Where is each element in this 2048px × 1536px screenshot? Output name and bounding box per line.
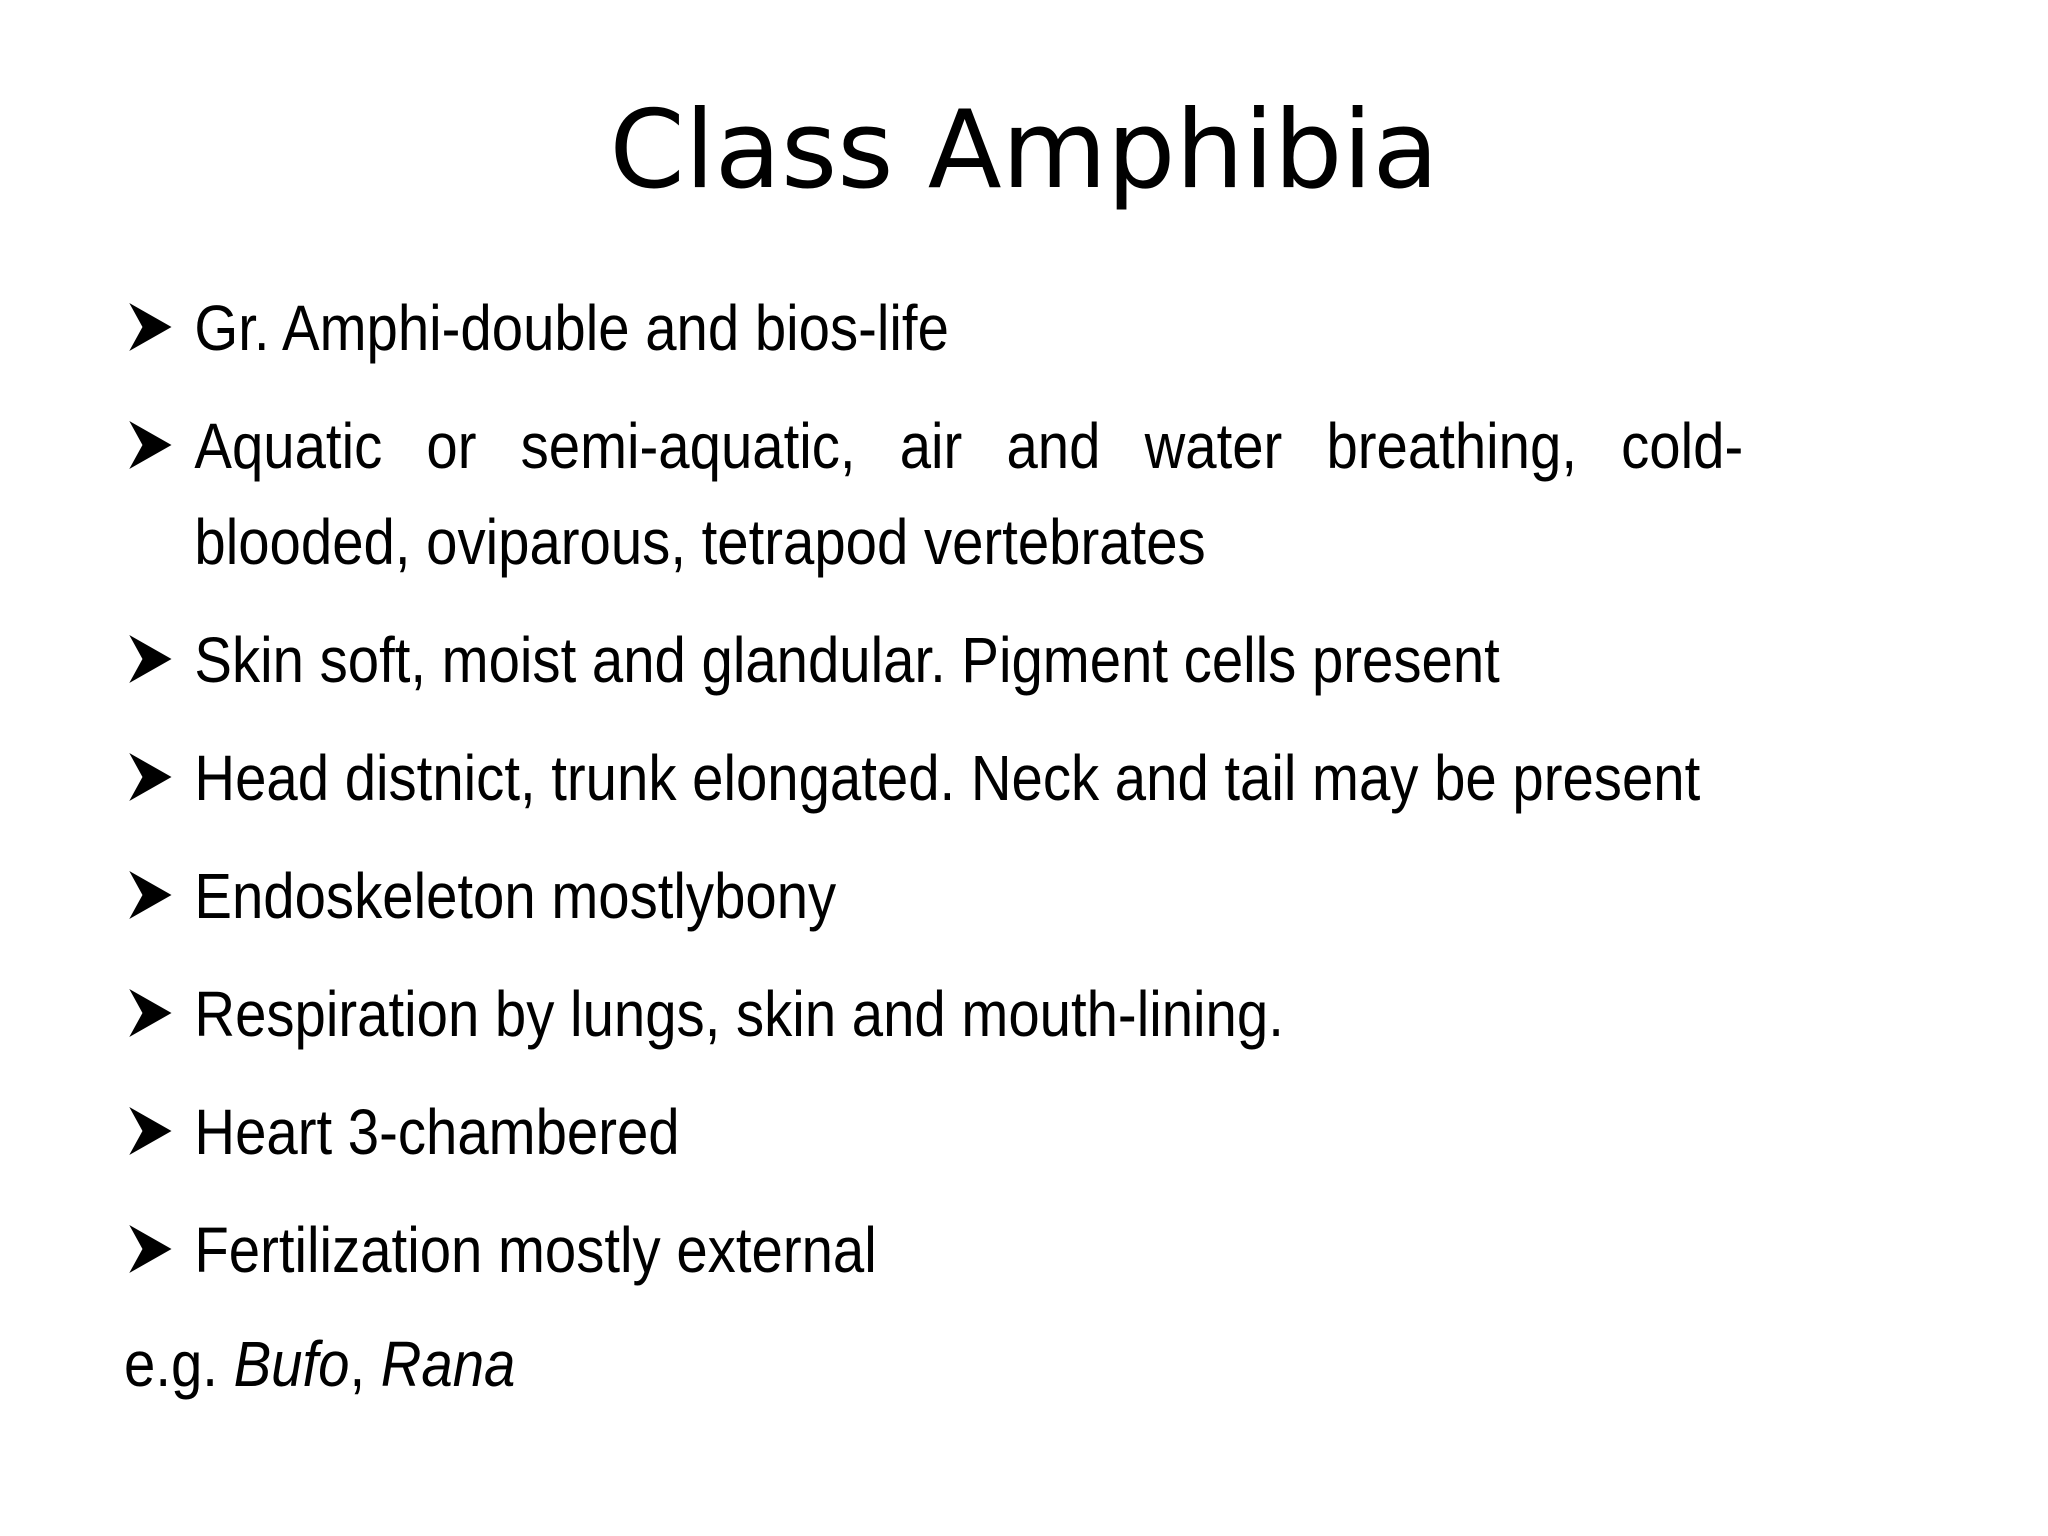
example-separator: , (349, 1328, 381, 1400)
arrowhead-bullet-icon (124, 865, 177, 925)
example-prefix: e.g. (124, 1328, 234, 1400)
slide-title: Class Amphibia (609, 88, 1439, 213)
bullet-item (124, 1202, 1743, 1298)
bullet-text: Skin soft, moist and glandular. Pigment cells present (194, 624, 1500, 696)
bullet-list (124, 280, 1743, 1320)
example-genus-rana: Rana (380, 1328, 516, 1400)
arrowhead-bullet-icon (124, 1219, 177, 1279)
bullet-text: Respiration by lungs, skin and mouth-lining. (194, 978, 1284, 1050)
bullet-text: Gr. Amphi-double and bios-life (194, 292, 949, 364)
arrowhead-bullet-icon (124, 297, 177, 357)
bullet-item (124, 612, 1743, 708)
example-line (124, 1316, 515, 1412)
bullet-item (124, 966, 1743, 1062)
bullet-text: Fertilization mostly external (194, 1214, 877, 1286)
bullet-text: Head distnict, trunk elongated. Neck and tail may be present (194, 742, 1701, 814)
arrowhead-bullet-icon (124, 415, 177, 475)
arrowhead-bullet-icon (124, 747, 177, 807)
bullet-item (124, 730, 1743, 826)
arrowhead-bullet-icon (124, 1101, 177, 1161)
bullet-text: Endoskeleton mostlybony (194, 860, 837, 932)
bullet-item (124, 280, 1743, 376)
bullet-item (124, 1084, 1743, 1180)
bullet-item (124, 848, 1743, 944)
arrowhead-bullet-icon (124, 983, 177, 1043)
arrowhead-bullet-icon (124, 629, 177, 689)
bullet-item (124, 398, 1743, 590)
bullet-text: Heart 3-chambered (194, 1096, 680, 1168)
example-genus-bufo: Bufo (233, 1328, 350, 1400)
bullet-text: Aquatic or semi-aquatic, air and water breathing, cold-blooded, oviparous, tetrapod vertebrates (194, 410, 1744, 578)
